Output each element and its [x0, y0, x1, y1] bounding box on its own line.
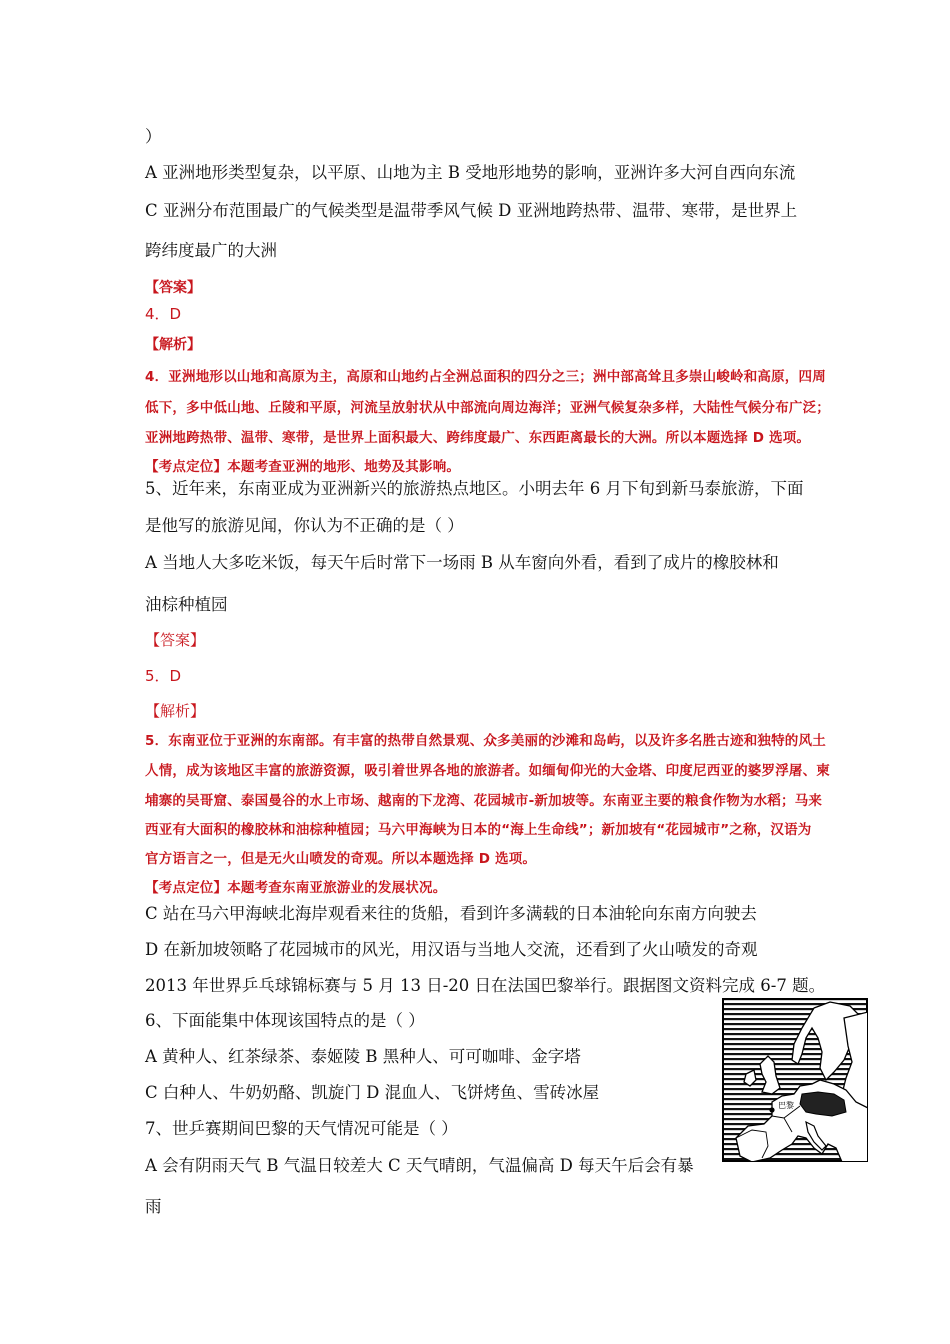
q6-stem: 6、下面能集中体现该国特点的是（ ） [145, 1011, 425, 1030]
q5-option-ab-line2: 油棕种植园 [145, 595, 228, 614]
q7-options-line1: A 会有阴雨天气 B 气温日较差大 C 天气晴朗，气温偏高 D 每天午后会有暴 [145, 1156, 694, 1175]
q4-analysis-line3: 亚洲地跨热带、温带、寒带，是世界上面积最大、跨纬度最广、东西距离最长的大洲。所以本题选择 D 选项。 [145, 430, 811, 446]
q4-answer-tag: 【答案】 [145, 280, 201, 296]
map-label-paris: 巴黎 [778, 1101, 794, 1110]
q4-point: 【考点定位】本题考查亚洲的地形、地势及其影响。 [145, 459, 461, 475]
europe-map-figure [722, 998, 868, 1162]
q4-option-cd-line2: 跨纬度最广的大洲 [145, 241, 277, 260]
q4-answer: 4．D [145, 305, 182, 323]
q5-analysis-line2: 人情，成为该地区丰富的旅游资源，吸引着世界各地的旅游者。如缅甸仰光的大金塔、印度尼西亚的婆罗浮屠、柬 [145, 763, 830, 779]
q5-option-c: C 站在马六甲海峡北海岸观看来往的货船，看到许多满载的日本油轮向东南方向驶去 [145, 904, 757, 923]
q4-analysis-tag: 【解析】 [145, 337, 201, 353]
q5-analysis-tag: 【解析】 [145, 702, 206, 720]
q4-option-cd-line1: C 亚洲分布范围最广的气候类型是温带季风气候 D 亚洲地跨热带、温带、寒带，是世界上 [145, 201, 798, 220]
europe-map-svg [722, 998, 868, 1162]
q5-option-ab-line1: A 当地人大多吃米饭，每天午后时常下一场雨 B 从车窗向外看，看到了成片的橡胶林和 [145, 553, 779, 572]
q6-options-cd: C 白种人、牛奶奶酪、凯旋门 D 混血人、飞饼烤鱼、雪砖冰屋 [145, 1083, 600, 1102]
q5-point: 【考点定位】本题考查东南亚旅游业的发展状况。 [145, 880, 447, 896]
q5-analysis-line5: 官方语言之一，但是无火山喷发的奇观。所以本题选择 D 选项。 [145, 851, 537, 867]
q5-stem-line2: 是他写的旅游见闻，你认为不正确的是（ ） [145, 516, 464, 535]
q5-option-d: D 在新加坡领略了花园城市的风光，用汉语与当地人交流，还看到了火山喷发的奇观 [145, 940, 758, 959]
q5-stem-line1: 5、近年来，东南亚成为亚洲新兴的旅游热点地区。小明去年 6 月下旬到新马泰旅游，下面 [145, 479, 804, 498]
q7-stem: 7、世乒赛期间巴黎的天气情况可能是（ ） [145, 1119, 458, 1138]
q67-intro: 2013 年世界乒乓球锦标赛与 5 月 13 日-20 日在法国巴黎举行。跟据图文资料完成 6-7 题。 [145, 976, 826, 995]
q5-analysis-line3: 埔寨的吴哥窟、泰国曼谷的水上市场、越南的下龙湾、花园城市-新加坡等。东南亚主要的粮食作物为水稻；马来 [145, 793, 823, 809]
q5-analysis-line1: 5．东南亚位于亚洲的东南部。有丰富的热带自然景观、众多美丽的沙滩和岛屿，以及许多名胜古迹和独特的风土 [145, 733, 826, 749]
q5-answer: 5．D [145, 667, 182, 685]
q4-analysis-line1: 4．亚洲地形以山地和高原为主，高原和山地约占全洲总面积的四分之三；洲中部高耸且多崇山峻岭和高原，四周 [145, 369, 826, 385]
q6-options-ab: A 黄种人、红茶绿茶、泰姬陵 B 黑种人、可可咖啡、金字塔 [145, 1047, 581, 1066]
q7-options-line2: 雨 [145, 1197, 162, 1216]
q4-paren-close: ） [145, 127, 162, 146]
q4-option-ab: A 亚洲地形类型复杂，以平原、山地为主 B 受地形地势的影响，亚洲许多大河自西向东流 [145, 163, 796, 182]
q5-answer-tag: 【答案】 [145, 631, 206, 649]
q4-analysis-line2: 低下，多中低山地、丘陵和平原，河流呈放射状从中部流向周边海洋；亚洲气候复杂多样，大陆性气候分布广泛； [145, 400, 830, 416]
q5-analysis-line4: 西亚有大面积的橡胶林和油棕种植园；马六甲海峡为日本的“海上生命线”；新加坡有“花园城市”之称，汉语为 [145, 822, 812, 838]
